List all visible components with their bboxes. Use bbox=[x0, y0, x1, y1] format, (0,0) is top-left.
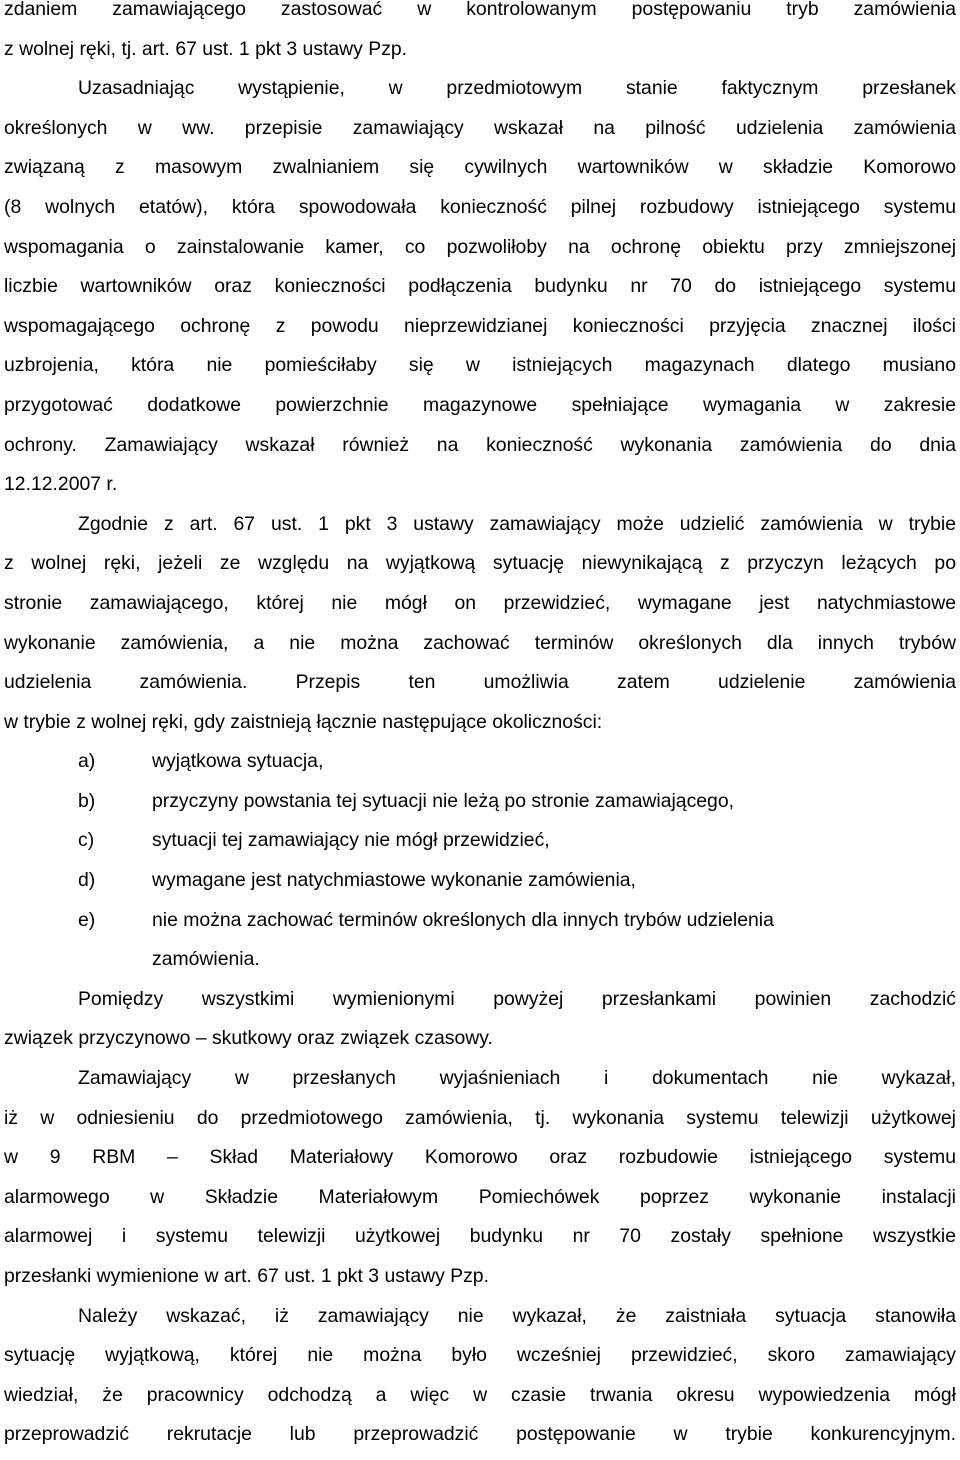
paragraph-4 bbox=[4, 980, 956, 1059]
text-line: Zgodnie z art. 67 ust. 1 pkt 3 ustawy zamawiający może udzielić zamówienia w trybie bbox=[78, 512, 956, 535]
list-item bbox=[4, 901, 956, 941]
paragraph-5 bbox=[4, 1059, 956, 1297]
text-line: wykonanie zamówienia, a nie można zachować terminów określonych dla innych trybów bbox=[4, 631, 956, 654]
list-item bbox=[4, 821, 956, 861]
paragraph-6 bbox=[4, 1297, 956, 1455]
list-item-label: a) bbox=[78, 750, 96, 773]
text-line: z wolnej ręki, tj. art. 67 ust. 1 pkt 3 ustawy Pzp. bbox=[4, 37, 408, 60]
list-item bbox=[4, 742, 956, 782]
text-line: wiedział, że pracownicy odchodzą a więc w czasie trwania okresu wypowiedzenia mógł bbox=[4, 1383, 956, 1406]
text-line: Pomiędzy wszystkimi wymienionymi powyżej przesłankami powinien zachodzić bbox=[78, 987, 956, 1010]
text-line: przeprowadzić rekrutacje lub przeprowadzić postępowanie w trybie konkurencyjnym. bbox=[4, 1423, 956, 1446]
text-line: wspomagającego ochronę z powodu nieprzewidzianej konieczności przyjęcia znacznej ilości bbox=[4, 314, 956, 337]
list-item-text: wymagane jest natychmiastowe wykonanie zamówienia, bbox=[152, 869, 636, 892]
text-line: określonych w ww. przepisie zamawiający wskazał na pilność udzielenia zamówienia bbox=[4, 116, 956, 139]
list-item-text: sytuacji tej zamawiający nie mógł przewidzieć, bbox=[152, 829, 550, 852]
text-line: liczbie wartowników oraz konieczności podłączenia budynku nr 70 do istniejącego systemu bbox=[4, 275, 956, 298]
text-line: z wolnej ręki, jeżeli ze względu na wyjątkową sytuację niewynikającą z przyczyn leżących po bbox=[4, 552, 956, 575]
list-item-text: przyczyny powstania tej sytuacji nie leżą po stronie zamawiającego, bbox=[152, 789, 735, 812]
text-line: w trybie z wolnej ręki, gdy zaistnieją łącznie następujące okoliczności: bbox=[4, 710, 603, 733]
list-item-text: nie można zachować terminów określonych dla innych trybów udzielenia bbox=[152, 908, 774, 931]
text-line: w 9 RBM – Skład Materiałowy Komorowo oraz rozbudowie istniejącego systemu bbox=[4, 1146, 956, 1169]
text-line: związaną z masowym zwalnianiem się cywilnych wartowników w składzie Komorowo bbox=[4, 156, 956, 179]
list-item bbox=[4, 782, 956, 822]
text-line: ochrony. Zamawiający wskazał również na konieczność wykonania zamówienia do dnia bbox=[4, 433, 956, 456]
text-line: Uzasadniając wystąpienie, w przedmiotowym stanie faktycznym przesłanek bbox=[78, 77, 956, 100]
text-line: zdaniem zamawiającego zastosować w kontrolowanym postępowaniu tryb zamówienia bbox=[4, 0, 956, 20]
paragraph-1 bbox=[4, 0, 956, 69]
paragraph-3 bbox=[4, 505, 956, 743]
list-item-label: b) bbox=[78, 789, 96, 812]
text-line: wspomagania o zainstalowanie kamer, co pozwoliłoby na ochronę obiektu przy zmniejszonej bbox=[4, 235, 956, 258]
text-line: sytuację wyjątkową, której nie można było wcześniej przewidzieć, skoro zamawiający bbox=[4, 1344, 956, 1367]
text-line: udzielenia zamówienia. Przepis ten umożliwia zatem udzielenie zamówienia bbox=[4, 671, 956, 694]
text-line: alarmowego w Składzie Materiałowym Pomiechówek poprzez wykonanie instalacji bbox=[4, 1185, 956, 1208]
text-line: 12.12.2007 r. bbox=[4, 473, 118, 496]
list-item-label: c) bbox=[78, 829, 95, 852]
text-line: uzbrojenia, która nie pomieściłaby się w istniejących magazynach dlatego musiano bbox=[4, 354, 956, 377]
text-line: przesłanki wymienione w art. 67 ust. 1 pkt 3 ustawy Pzp. bbox=[4, 1265, 489, 1287]
list-item-text: wyjątkowa sytuacja, bbox=[152, 750, 324, 773]
text-line: Zamawiający w przesłanych wyjaśnieniach i dokumentach nie wykazał, bbox=[78, 1067, 956, 1090]
text-line: związek przyczynowo – skutkowy oraz związek czasowy. bbox=[4, 1027, 493, 1050]
list-item-label: e) bbox=[78, 908, 96, 931]
text-line: alarmowej i systemu telewizji użytkowej budynku nr 70 zostały spełnione wszystkie bbox=[4, 1225, 956, 1248]
paragraph-2 bbox=[4, 69, 956, 505]
list-item-label: d) bbox=[78, 869, 96, 892]
text-line: Należy wskazać, iż zamawiający nie wykazał, że zaistniała sytuacja stanowiła bbox=[78, 1304, 956, 1327]
conditions-list bbox=[4, 742, 956, 980]
text-line: (8 wolnych etatów), która spowodowała konieczność pilnej rozbudowy istniejącego systemu bbox=[4, 195, 956, 218]
text-line: przygotować dodatkowe powierzchnie magazynowe spełniające wymagania w zakresie bbox=[4, 393, 956, 416]
text-line: iż w odniesieniu do przedmiotowego zamówienia, tj. wykonania systemu telewizji użytkowej bbox=[4, 1106, 956, 1129]
list-item-continuation: zamówienia. bbox=[152, 948, 260, 971]
text-line: stronie zamawiającego, której nie mógł on przewidzieć, wymagane jest natychmiastowe bbox=[4, 591, 956, 614]
list-item bbox=[4, 861, 956, 901]
